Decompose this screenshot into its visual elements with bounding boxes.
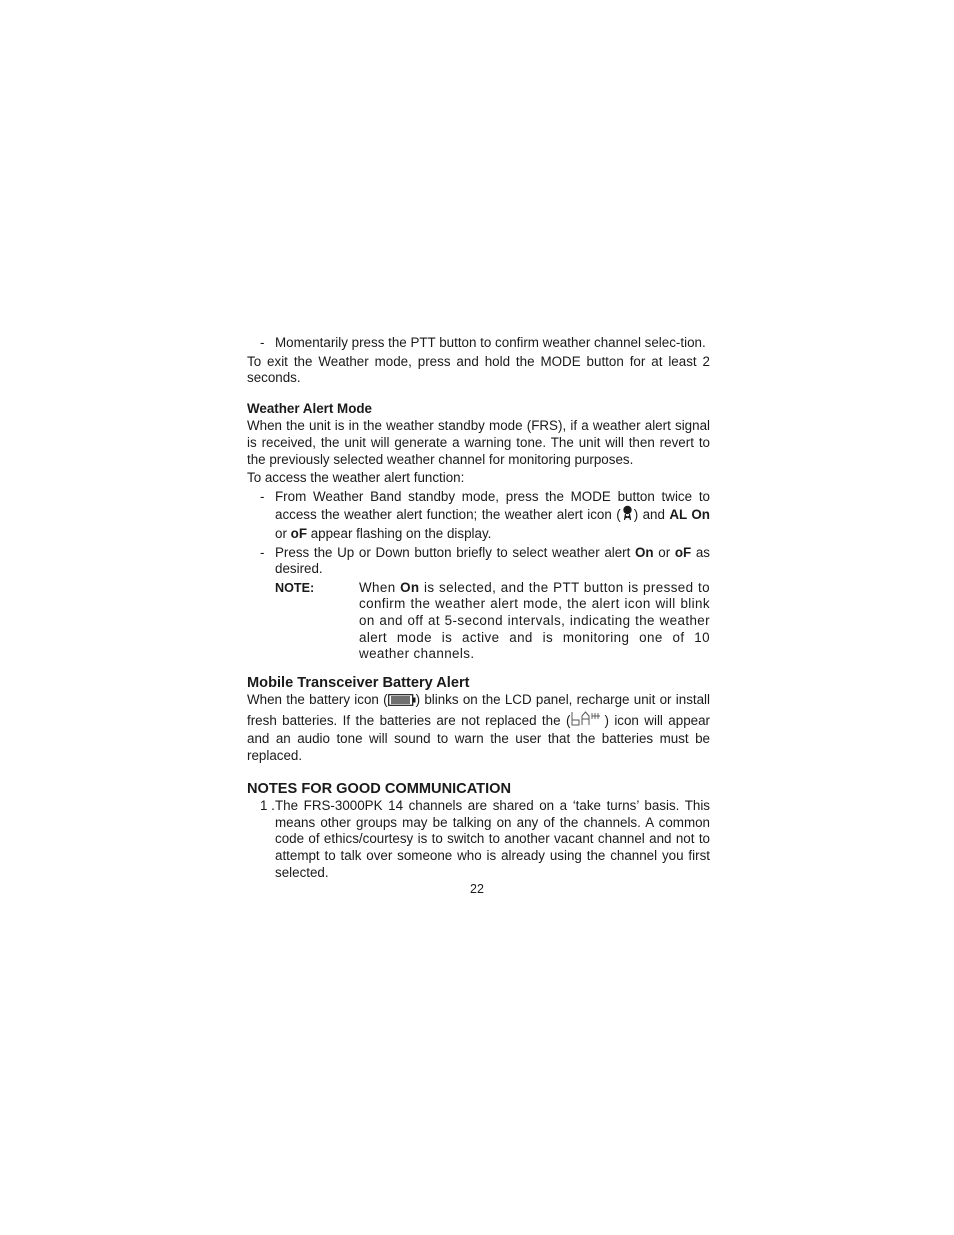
weather-alert-access: To access the weather alert function:: [247, 470, 465, 486]
weather-alert-heading: Weather Alert Mode: [247, 400, 373, 416]
list-item: 1 . The FRS-3000PK 14 channels are shared on a ‘take turns’ basis. This means other groups may be talking on any of the channels. A common code of ethics/courtesy is to switch to another vacant channel and not to attempt to talk over someone who is already using the channel you first selected.: [260, 798, 710, 880]
notes-heading: NOTES FOR GOOD COMMUNICATION: [247, 780, 512, 797]
list-item: - From Weather Band standby mode, press the MODE button twice to access the weather alert function; the weather alert icon ( ) and AL On or oF appear flashing on the display.: [260, 488, 710, 541]
low-battery-bat-icon: [570, 711, 604, 732]
list-item: - Momentarily press the PTT button to confirm weather channel selec-tion.: [260, 335, 706, 350]
battery-alert-text: When the battery icon ( ) blinks on the LCD panel, recharge unit or install fresh batteries. If the batteries are not replaced the ( ) icon will appear and an audio tone will sound to warn the user that the batteries must be replaced.: [247, 692, 711, 764]
manual-page: [247, 335, 710, 881]
list-item: - Press the Up or Down button briefly to select weather alert On or oF as desired.: [260, 544, 710, 577]
note-block: NOTE: When On is selected, and the PTT button is pressed to confirm the weather alert mode, the alert icon will blink on and off at 5-second intervals, indicating the weather alert mode is active and is monitoring one of 10 weather channels.: [275, 579, 710, 662]
note-label: NOTE:: [275, 580, 315, 595]
confirm-step-text: Momentarily press the PTT button to confirm weather channel selec-tion.: [275, 335, 706, 350]
exit-weather-text: To exit the Weather mode, press and hold the MODE button for at least 2 seconds.: [247, 353, 710, 386]
weather-alert-icon: [621, 505, 634, 526]
battery-alert-heading: Mobile Transceiver Battery Alert: [247, 674, 470, 691]
page-number: 22: [470, 882, 484, 896]
weather-alert-intro: When the unit is in the weather standby mode (FRS), if a weather alert signal is received, the unit will generate a warning tone. The unit will then revert to the previously selected weather channel for monitoring purposes.: [247, 418, 710, 467]
battery-icon: [388, 694, 416, 711]
